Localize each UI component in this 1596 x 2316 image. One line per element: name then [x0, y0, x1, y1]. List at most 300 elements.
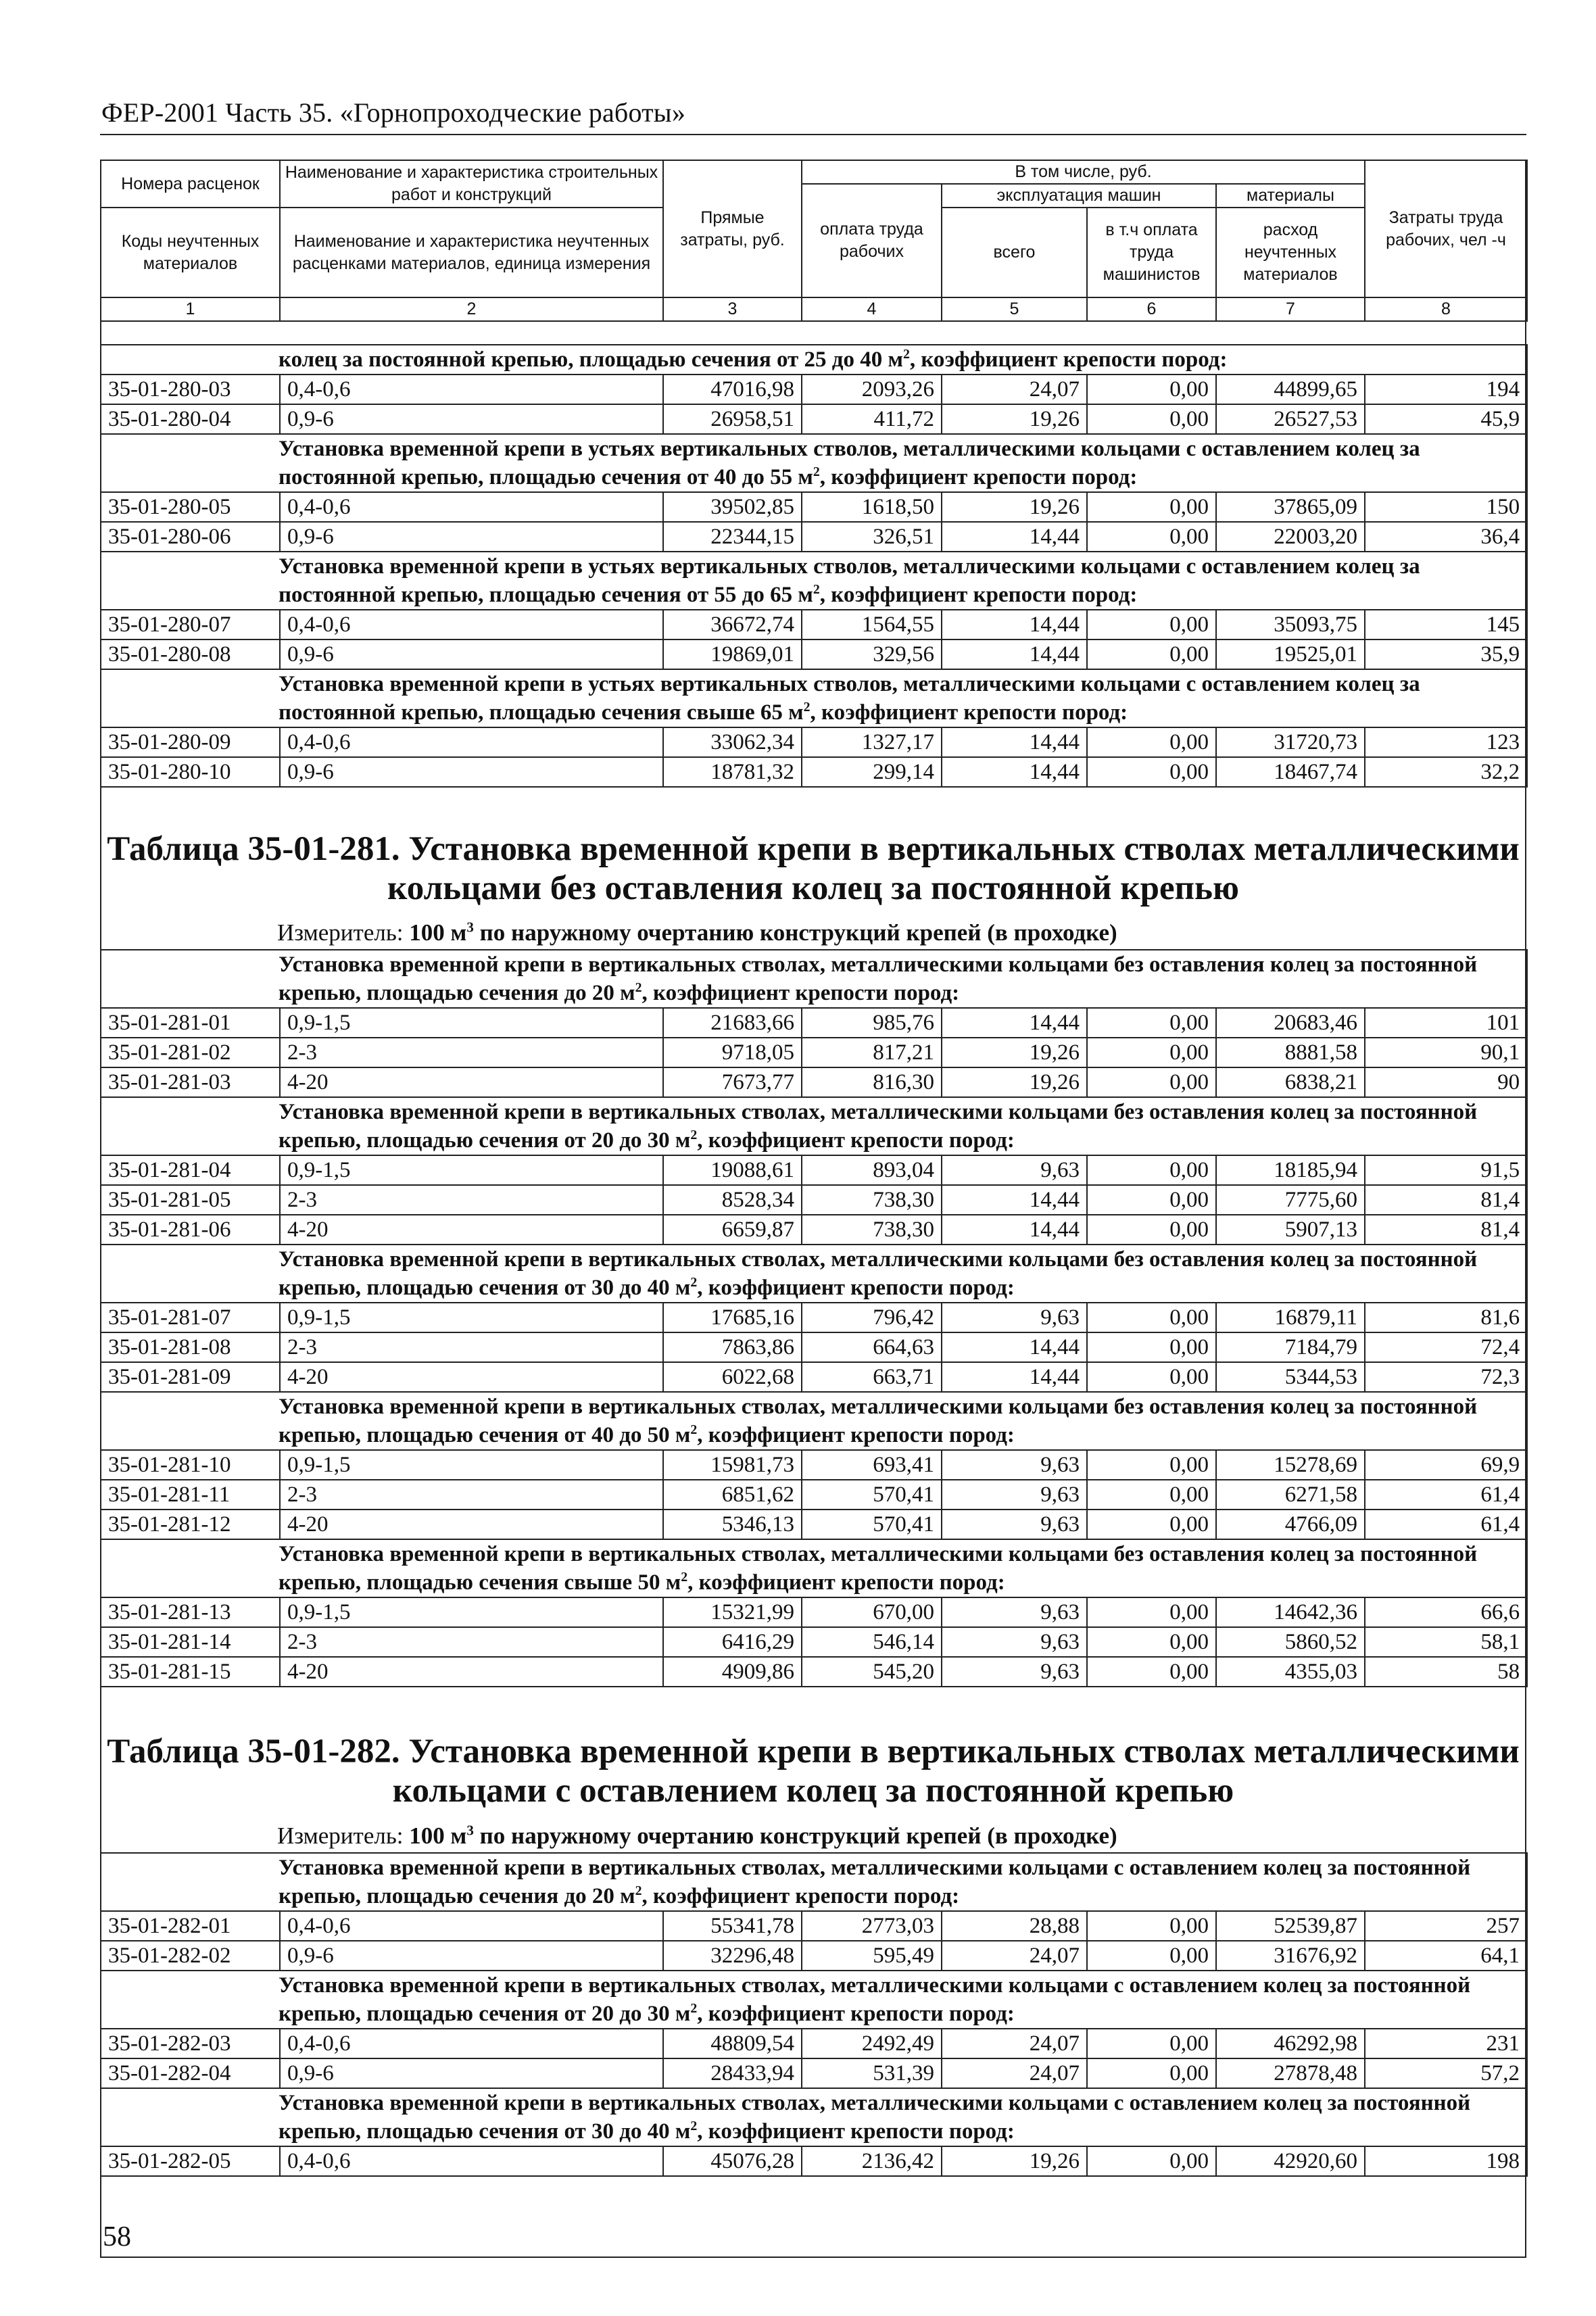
machines-total: 14,44 — [942, 1215, 1087, 1245]
machinist-wages: 0,00 — [1087, 757, 1216, 787]
group-heading-row — [101, 950, 1527, 1008]
wages: 738,30 — [802, 1215, 942, 1245]
group-heading-row — [101, 1097, 1527, 1155]
wages: 329,56 — [802, 640, 942, 669]
table-row — [101, 1038, 1527, 1067]
table-row — [101, 522, 1527, 552]
wages: 570,41 — [802, 1510, 942, 1539]
machinist-wages: 0,00 — [1087, 1185, 1216, 1215]
machinist-wages: 0,00 — [1087, 1627, 1216, 1657]
labor: 231 — [1365, 2029, 1527, 2058]
header-num-8: 8 — [1365, 297, 1527, 321]
header-num-4: 4 — [802, 297, 942, 321]
rate-code: 35-01-281-13 — [101, 1597, 280, 1627]
wages: 663,71 — [802, 1362, 942, 1392]
table-row — [101, 1185, 1527, 1215]
header-material-name: Наименование и характеристика неучтенных расценками материалов, единица измерения — [280, 208, 663, 297]
labor: 61,4 — [1365, 1510, 1527, 1539]
table-row — [101, 1510, 1527, 1539]
header-num-7: 7 — [1216, 297, 1365, 321]
machinist-wages: 0,00 — [1087, 1008, 1216, 1038]
rate-code: 35-01-281-15 — [101, 1657, 280, 1687]
measure-label: Измеритель: — [277, 1823, 404, 1849]
material-range: 4-20 — [280, 1510, 663, 1539]
machines-total: 14,44 — [942, 610, 1087, 640]
wages: 1564,55 — [802, 610, 942, 640]
labor: 123 — [1365, 727, 1527, 757]
machines-total: 9,63 — [942, 1450, 1087, 1480]
labor: 45,9 — [1365, 404, 1527, 434]
table-row — [101, 2146, 1527, 2176]
table-row — [101, 2058, 1527, 2088]
table-row — [101, 727, 1527, 757]
machinist-wages: 0,00 — [1087, 2146, 1216, 2176]
header-rate-numbers: Номера расценок — [101, 160, 280, 208]
group-heading-row — [101, 552, 1527, 610]
header-machines: эксплуатация машин — [942, 184, 1216, 208]
labor: 35,9 — [1365, 640, 1527, 669]
labor: 58,1 — [1365, 1627, 1527, 1657]
labor: 101 — [1365, 1008, 1527, 1038]
header-rule — [100, 134, 1526, 135]
rate-code: 35-01-282-03 — [101, 2029, 280, 2058]
direct-costs: 21683,66 — [663, 1008, 802, 1038]
group-heading: Установка временной крепи в вертикальных стволах, металлическими кольцами без оставления колец за постоянной крепью, площадью сечения от 30 до 40 $м^2$, коэффициент крепости пород: — [101, 1245, 1527, 1303]
rate-code: 35-01-280-03 — [101, 375, 280, 404]
group-heading-row — [101, 1392, 1527, 1450]
table-row — [101, 1480, 1527, 1510]
wages: 2773,03 — [802, 1911, 942, 1941]
measure-label: Измеритель: — [277, 919, 404, 946]
machines-total: 9,63 — [942, 1510, 1087, 1539]
group-heading: Установка временной крепи в вертикальных стволах, металлическими кольцами с оставлением колец за постоянной крепью, площадью сечения от 20 до 30 $м^2$, коэффициент крепости пород: — [101, 1971, 1527, 2029]
wages: 545,20 — [802, 1657, 942, 1687]
group-heading: Установка временной крепи в вертикальных стволах, металлическими кольцами без оставления колец за постоянной крепью, площадью сечения от 20 до 30 $м^2$, коэффициент крепости пород: — [101, 1097, 1527, 1155]
machines-total: 9,63 — [942, 1303, 1087, 1332]
material-range: 2-3 — [280, 1332, 663, 1362]
rate-code: 35-01-281-04 — [101, 1155, 280, 1185]
group-heading-row — [101, 345, 1527, 375]
group-heading: Установка временной крепи в устьях вертикальных стволов, металлическими кольцами с оставлением колец за постоянной крепью, площадью сечения от 40 до 55 $м^2$, коэффициент крепости пород: — [101, 434, 1527, 492]
labor: 198 — [1365, 2146, 1527, 2176]
group-heading-row — [101, 434, 1527, 492]
labor: 66,6 — [1365, 1597, 1527, 1627]
table-row — [101, 1657, 1527, 1687]
machines-total: 24,07 — [942, 375, 1087, 404]
materials-cost: 20683,46 — [1216, 1008, 1365, 1038]
rate-code: 35-01-282-01 — [101, 1911, 280, 1941]
labor: 72,4 — [1365, 1332, 1527, 1362]
machines-total: 9,63 — [942, 1597, 1087, 1627]
labor: 91,5 — [1365, 1155, 1527, 1185]
wages: 531,39 — [802, 2058, 942, 2088]
machines-total: 14,44 — [942, 1185, 1087, 1215]
rate-code: 35-01-280-07 — [101, 610, 280, 640]
material-range: 0,9-6 — [280, 640, 663, 669]
machines-total: 14,44 — [942, 640, 1087, 669]
direct-costs: 15321,99 — [663, 1597, 802, 1627]
machinist-wages: 0,00 — [1087, 1597, 1216, 1627]
machines-total: 9,63 — [942, 1480, 1087, 1510]
labor: 61,4 — [1365, 1480, 1527, 1510]
table-row — [101, 640, 1527, 669]
machinist-wages: 0,00 — [1087, 1510, 1216, 1539]
direct-costs: 48809,54 — [663, 2029, 802, 2058]
table-282-title: Таблица 35-01-282. Установка временной крепи в вертикальных стволах металлическими кольцами с оставлением колец за постоянной крепью — [107, 1733, 1520, 1810]
labor: 81,4 — [1365, 1185, 1527, 1215]
machines-total: 14,44 — [942, 522, 1087, 552]
direct-costs: 32296,48 — [663, 1941, 802, 1971]
rate-code: 35-01-280-10 — [101, 757, 280, 787]
table-row — [101, 1911, 1527, 1941]
direct-costs: 47016,98 — [663, 375, 802, 404]
labor: 58 — [1365, 1657, 1527, 1687]
rate-code: 35-01-281-14 — [101, 1627, 280, 1657]
column-header — [100, 160, 1528, 322]
table-row — [101, 1067, 1527, 1097]
materials-cost: 26527,53 — [1216, 404, 1365, 434]
material-range: 0,9-1,5 — [280, 1303, 663, 1332]
labor: 150 — [1365, 492, 1527, 522]
rate-code: 35-01-281-09 — [101, 1362, 280, 1392]
labor: 36,4 — [1365, 522, 1527, 552]
machinist-wages: 0,00 — [1087, 1941, 1216, 1971]
rate-code: 35-01-282-04 — [101, 2058, 280, 2088]
table-281-body — [100, 949, 1528, 1687]
labor: 72,3 — [1365, 1362, 1527, 1392]
machinist-wages: 0,00 — [1087, 404, 1216, 434]
materials-cost: 4355,03 — [1216, 1657, 1365, 1687]
direct-costs: 33062,34 — [663, 727, 802, 757]
machinist-wages: 0,00 — [1087, 727, 1216, 757]
material-range: 0,9-6 — [280, 2058, 663, 2088]
machinist-wages: 0,00 — [1087, 1038, 1216, 1067]
direct-costs: 28433,94 — [663, 2058, 802, 2088]
materials-cost: 52539,87 — [1216, 1911, 1365, 1941]
direct-costs: 45076,28 — [663, 2146, 802, 2176]
wages: 816,30 — [802, 1067, 942, 1097]
table-row — [101, 404, 1527, 434]
materials-cost: 5344,53 — [1216, 1362, 1365, 1392]
materials-cost: 31720,73 — [1216, 727, 1365, 757]
group-heading-row — [101, 1539, 1527, 1597]
direct-costs: 22344,15 — [663, 522, 802, 552]
material-range: 0,9-6 — [280, 1941, 663, 1971]
material-range: 0,4-0,6 — [280, 727, 663, 757]
materials-cost: 15278,69 — [1216, 1450, 1365, 1480]
direct-costs: 19869,01 — [663, 640, 802, 669]
machines-total: 9,63 — [942, 1627, 1087, 1657]
material-range: 0,4-0,6 — [280, 1911, 663, 1941]
wages: 893,04 — [802, 1155, 942, 1185]
measure-value: 100 $м^3$ по наружному очертанию конструкций крепей (в проходке) — [409, 1822, 1117, 1849]
wages: 570,41 — [802, 1480, 942, 1510]
direct-costs: 9718,05 — [663, 1038, 802, 1067]
group-heading-row — [101, 2088, 1527, 2146]
material-range: 0,9-6 — [280, 522, 663, 552]
machines-total: 24,07 — [942, 2029, 1087, 2058]
material-range: 0,9-6 — [280, 404, 663, 434]
header-num-5: 5 — [942, 297, 1087, 321]
machines-total: 19,26 — [942, 404, 1087, 434]
table-row — [101, 1450, 1527, 1480]
materials-cost: 19525,01 — [1216, 640, 1365, 669]
page-number: 58 — [103, 2221, 131, 2252]
group-heading-row — [101, 1853, 1527, 1911]
machines-total: 19,26 — [942, 492, 1087, 522]
group-heading: Установка временной крепи в вертикальных стволах, металлическими кольцами с оставлением колец за постоянной крепью, площадью сечения от 30 до 40 $м^2$, коэффициент крепости пород: — [101, 2088, 1527, 2146]
rate-code: 35-01-281-12 — [101, 1510, 280, 1539]
table-row — [101, 1303, 1527, 1332]
material-range: 2-3 — [280, 1185, 663, 1215]
material-range: 0,9-1,5 — [280, 1008, 663, 1038]
group-heading: колец за постоянной крепью, площадью сечения от 25 до 40 $м^2$, коэффициент крепости пород: — [101, 345, 1527, 375]
group-heading: Установка временной крепи в вертикальных стволах, металлическими кольцами без оставления колец за постоянной крепью, площадью сечения от 40 до 50 $м^2$, коэффициент крепости пород: — [101, 1392, 1527, 1450]
machinist-wages: 0,00 — [1087, 1303, 1216, 1332]
header-including: В том числе, руб. — [802, 160, 1365, 184]
rate-code: 35-01-280-09 — [101, 727, 280, 757]
header-materials: материалы — [1216, 184, 1365, 208]
table-row — [101, 1008, 1527, 1038]
machinist-wages: 0,00 — [1087, 2058, 1216, 2088]
machinist-wages: 0,00 — [1087, 640, 1216, 669]
machinist-wages: 0,00 — [1087, 1067, 1216, 1097]
direct-costs: 4909,86 — [663, 1657, 802, 1687]
machinist-wages: 0,00 — [1087, 522, 1216, 552]
labor: 69,9 — [1365, 1450, 1527, 1480]
table-282-body — [100, 1852, 1528, 2177]
machines-total: 24,07 — [942, 1941, 1087, 1971]
machinist-wages: 0,00 — [1087, 1332, 1216, 1362]
measure-value: 100 $м^3$ по наружному очертанию конструкций крепей (в проходке) — [409, 919, 1117, 946]
material-range: 4-20 — [280, 1362, 663, 1392]
material-range: 0,4-0,6 — [280, 2146, 663, 2176]
machines-total: 9,63 — [942, 1155, 1087, 1185]
direct-costs: 39502,85 — [663, 492, 802, 522]
machines-total: 24,07 — [942, 2058, 1087, 2088]
table-row — [101, 610, 1527, 640]
direct-costs: 6022,68 — [663, 1362, 802, 1392]
machines-total: 19,26 — [942, 1067, 1087, 1097]
table-row — [101, 375, 1527, 404]
table-row — [101, 492, 1527, 522]
machines-total: 14,44 — [942, 1362, 1087, 1392]
wages: 817,21 — [802, 1038, 942, 1067]
machines-total: 14,44 — [942, 1332, 1087, 1362]
machines-total: 14,44 — [942, 727, 1087, 757]
group-heading-row — [101, 669, 1527, 727]
group-heading: Установка временной крепи в устьях вертикальных стволов, металлическими кольцами с оставлением колец за постоянной крепью, площадью сечения от 55 до 65 $м^2$, коэффициент крепости пород: — [101, 552, 1527, 610]
direct-costs: 7673,77 — [663, 1067, 802, 1097]
material-range: 2-3 — [280, 1038, 663, 1067]
header-labor: Затраты труда рабочих, чел -ч — [1365, 160, 1527, 297]
group-heading-row — [101, 1971, 1527, 2029]
header-material-codes: Коды неучтенных материалов — [101, 208, 280, 297]
direct-costs: 8528,34 — [663, 1185, 802, 1215]
running-header: ФЕР-2001 Часть 35. «Горнопроходческие работы» — [101, 97, 686, 128]
rate-code: 35-01-281-08 — [101, 1332, 280, 1362]
table-row — [101, 1155, 1527, 1185]
wages: 670,00 — [802, 1597, 942, 1627]
materials-cost: 37865,09 — [1216, 492, 1365, 522]
machines-total: 14,44 — [942, 1008, 1087, 1038]
direct-costs: 36672,74 — [663, 610, 802, 640]
wages: 2136,42 — [802, 2146, 942, 2176]
header-unaccounted-materials: расход неучтенных материалов — [1216, 208, 1365, 297]
materials-cost: 7775,60 — [1216, 1185, 1365, 1215]
materials-cost: 44899,65 — [1216, 375, 1365, 404]
table-row — [101, 1362, 1527, 1392]
direct-costs: 7863,86 — [663, 1332, 802, 1362]
group-heading: Установка временной крепи в вертикальных стволах, металлическими кольцами без оставления колец за постоянной крепью, площадью сечения до 20 $м^2$, коэффициент крепости пород: — [101, 950, 1527, 1008]
wages: 693,41 — [802, 1450, 942, 1480]
rate-code: 35-01-280-06 — [101, 522, 280, 552]
group-heading: Установка временной крепи в вертикальных стволах, металлическими кольцами с оставлением колец за постоянной крепью, площадью сечения до 20 $м^2$, коэффициент крепости пород: — [101, 1853, 1527, 1911]
material-range: 2-3 — [280, 1627, 663, 1657]
wages: 546,14 — [802, 1627, 942, 1657]
machines-total: 19,26 — [942, 1038, 1087, 1067]
rate-code: 35-01-282-05 — [101, 2146, 280, 2176]
labor: 81,6 — [1365, 1303, 1527, 1332]
rate-code: 35-01-282-02 — [101, 1941, 280, 1971]
rate-code: 35-01-281-02 — [101, 1038, 280, 1067]
materials-cost: 18185,94 — [1216, 1155, 1365, 1185]
materials-cost: 6838,21 — [1216, 1067, 1365, 1097]
material-range: 0,9-6 — [280, 757, 663, 787]
direct-costs: 6659,87 — [663, 1215, 802, 1245]
table-row — [101, 1627, 1527, 1657]
wages: 299,14 — [802, 757, 942, 787]
table-row — [101, 2029, 1527, 2058]
machinist-wages: 0,00 — [1087, 610, 1216, 640]
direct-costs: 6851,62 — [663, 1480, 802, 1510]
table-282-measure — [277, 1823, 1117, 1850]
material-range: 4-20 — [280, 1067, 663, 1097]
labor: 57,2 — [1365, 2058, 1527, 2088]
rate-code: 35-01-281-07 — [101, 1303, 280, 1332]
labor: 257 — [1365, 1911, 1527, 1941]
header-machinist-wages: в т.ч оплата труда машинистов — [1087, 208, 1216, 297]
materials-cost: 18467,74 — [1216, 757, 1365, 787]
material-range: 4-20 — [280, 1657, 663, 1687]
wages: 326,51 — [802, 522, 942, 552]
wages: 1618,50 — [802, 492, 942, 522]
material-range: 0,9-1,5 — [280, 1597, 663, 1627]
material-range: 2-3 — [280, 1480, 663, 1510]
wages: 796,42 — [802, 1303, 942, 1332]
table-280-body — [100, 344, 1528, 788]
rate-code: 35-01-281-11 — [101, 1480, 280, 1510]
table-row — [101, 1332, 1527, 1362]
direct-costs: 18781,32 — [663, 757, 802, 787]
table-row — [101, 1941, 1527, 1971]
direct-costs: 55341,78 — [663, 1911, 802, 1941]
machines-total: 28,88 — [942, 1911, 1087, 1941]
machinist-wages: 0,00 — [1087, 1362, 1216, 1392]
machines-total: 19,26 — [942, 2146, 1087, 2176]
materials-cost: 46292,98 — [1216, 2029, 1365, 2058]
wages: 985,76 — [802, 1008, 942, 1038]
table-281-measure — [277, 919, 1117, 946]
wages: 595,49 — [802, 1941, 942, 1971]
materials-cost: 4766,09 — [1216, 1510, 1365, 1539]
header-num-3: 3 — [663, 297, 802, 321]
material-range: 0,4-0,6 — [280, 375, 663, 404]
header-num-6: 6 — [1087, 297, 1216, 321]
direct-costs: 26958,51 — [663, 404, 802, 434]
labor: 145 — [1365, 610, 1527, 640]
materials-cost: 27878,48 — [1216, 2058, 1365, 2088]
group-heading-row — [101, 1245, 1527, 1303]
materials-cost: 35093,75 — [1216, 610, 1365, 640]
materials-cost: 31676,92 — [1216, 1941, 1365, 1971]
header-num-1: 1 — [101, 297, 280, 321]
group-heading: Установка временной крепи в вертикальных стволах, металлическими кольцами без оставления колец за постоянной крепью, площадью сечения свыше 50 $м^2$, коэффициент крепости пород: — [101, 1539, 1527, 1597]
direct-costs: 17685,16 — [663, 1303, 802, 1332]
labor: 81,4 — [1365, 1215, 1527, 1245]
materials-cost: 5860,52 — [1216, 1627, 1365, 1657]
material-range: 0,4-0,6 — [280, 492, 663, 522]
table-281-title: Таблица 35-01-281. Установка временной крепи в вертикальных стволах металлическими кольцами без оставления колец за постоянной крепью — [107, 830, 1520, 907]
machinist-wages: 0,00 — [1087, 1450, 1216, 1480]
group-heading: Установка временной крепи в устьях вертикальных стволов, металлическими кольцами с оставлением колец за постоянной крепью, площадью сечения свыше 65 $м^2$, коэффициент крепости пород: — [101, 669, 1527, 727]
labor: 64,1 — [1365, 1941, 1527, 1971]
machinist-wages: 0,00 — [1087, 1657, 1216, 1687]
materials-cost: 14642,36 — [1216, 1597, 1365, 1627]
rate-code: 35-01-281-06 — [101, 1215, 280, 1245]
wages: 2492,49 — [802, 2029, 942, 2058]
direct-costs: 5346,13 — [663, 1510, 802, 1539]
materials-cost: 8881,58 — [1216, 1038, 1365, 1067]
header-num-2: 2 — [280, 297, 663, 321]
rate-code: 35-01-281-10 — [101, 1450, 280, 1480]
machinist-wages: 0,00 — [1087, 1911, 1216, 1941]
material-range: 0,9-1,5 — [280, 1155, 663, 1185]
material-range: 0,9-1,5 — [280, 1450, 663, 1480]
wages: 1327,17 — [802, 727, 942, 757]
labor: 32,2 — [1365, 757, 1527, 787]
material-range: 0,4-0,6 — [280, 2029, 663, 2058]
materials-cost: 6271,58 — [1216, 1480, 1365, 1510]
rate-code: 35-01-280-08 — [101, 640, 280, 669]
materials-cost: 16879,11 — [1216, 1303, 1365, 1332]
labor: 90 — [1365, 1067, 1527, 1097]
materials-cost: 7184,79 — [1216, 1332, 1365, 1362]
table-row — [101, 1215, 1527, 1245]
materials-cost: 22003,20 — [1216, 522, 1365, 552]
wages: 664,63 — [802, 1332, 942, 1362]
machinist-wages: 0,00 — [1087, 1480, 1216, 1510]
header-direct-costs: Прямые затраты, руб. — [663, 160, 802, 297]
header-machines-total: всего — [942, 208, 1087, 297]
machinist-wages: 0,00 — [1087, 492, 1216, 522]
rate-code: 35-01-280-04 — [101, 404, 280, 434]
material-range: 0,4-0,6 — [280, 610, 663, 640]
wages: 738,30 — [802, 1185, 942, 1215]
table-row — [101, 1597, 1527, 1627]
machines-total: 14,44 — [942, 757, 1087, 787]
labor: 90,1 — [1365, 1038, 1527, 1067]
header-work-name: Наименование и характеристика строительных работ и конструкций — [280, 160, 663, 208]
rate-code: 35-01-281-05 — [101, 1185, 280, 1215]
rate-code: 35-01-280-05 — [101, 492, 280, 522]
materials-cost: 42920,60 — [1216, 2146, 1365, 2176]
materials-cost: 5907,13 — [1216, 1215, 1365, 1245]
rate-code: 35-01-281-03 — [101, 1067, 280, 1097]
wages: 411,72 — [802, 404, 942, 434]
labor: 194 — [1365, 375, 1527, 404]
machinist-wages: 0,00 — [1087, 1155, 1216, 1185]
